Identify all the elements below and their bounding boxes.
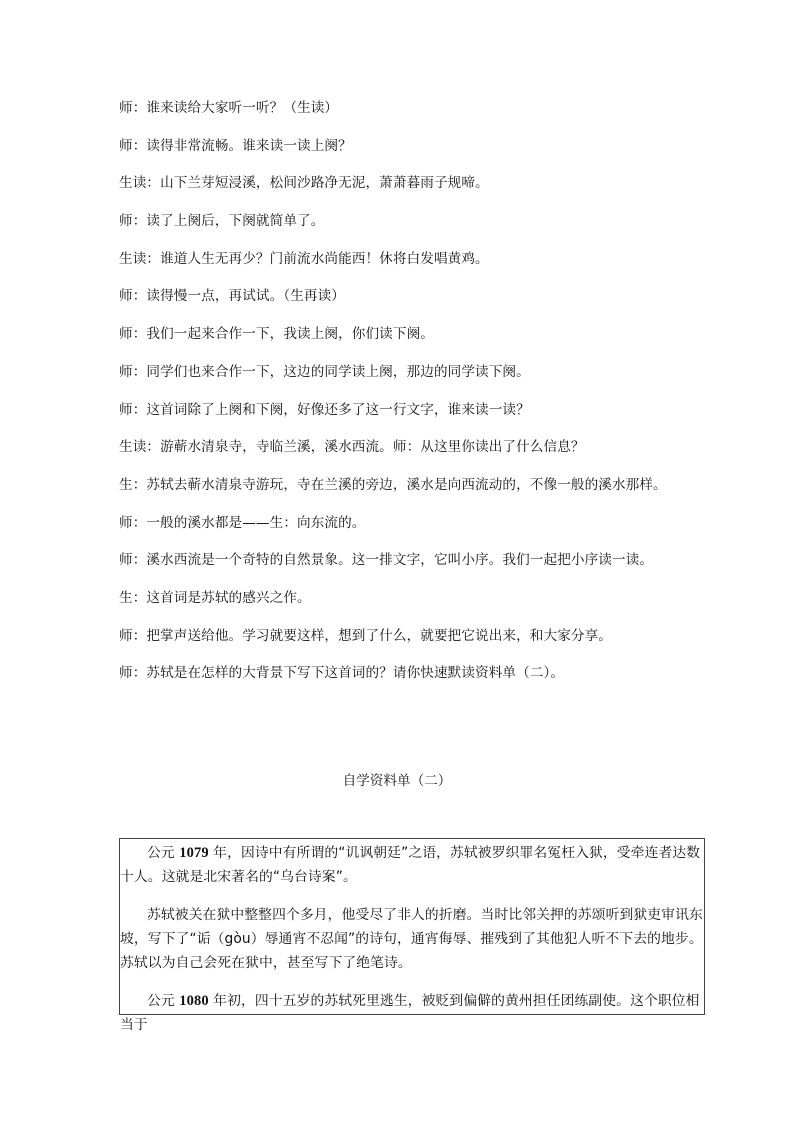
dialogue-line: 师：读了上阕后，下阕就简单了。 (119, 213, 325, 230)
material-paragraph-1 (120, 841, 706, 889)
dialogue-transcript (119, 98, 719, 701)
year-number: 1080 (179, 993, 209, 1009)
material-text: 年初，四十五岁的苏轼死里逃生，被贬到偏僻的黄州担任团练副使。这个职位相当于 (120, 993, 700, 1033)
dialogue-line: 师：溪水西流是一个奇特的自然景象。这一排文字，它叫小序。我们一起把小序读一读。 (119, 552, 654, 569)
material-text: 年，因诗中有所谓的“讥讽朝廷”之语，苏轼被罗织罪名冤枉入狱，受牵连者达数十人。这就是北宋著名的“乌台诗案”。 (120, 845, 701, 885)
dialogue-line: 师：读得慢一点，再试试。（生再读） (119, 288, 345, 305)
dialogue-line: 师：谁来读给大家听一听？（生读） (119, 100, 339, 116)
dialogue-line: 生读：山下兰芽短浸溪，松间沙路净无泥，萧萧暮雨子规啼。 (119, 175, 489, 192)
dialogue-line: 生读：谁道人生无再少？门前流水尚能西！休将白发唱黄鸡。 (119, 250, 489, 267)
dialogue-line: 师：读得非常流畅。谁来读一读上阕？ (119, 137, 352, 154)
dialogue-line: 生：苏轼去蕲水清泉寺游玩，寺在兰溪的旁边，溪水是向西流动的，不像一般的溪水那样。 (119, 476, 667, 493)
dialogue-line: 生读：游蕲水清泉寺，寺临兰溪，溪水西流。师：从这里你读出了什么信息？ (119, 439, 585, 456)
dialogue-line: 师：这首词除了上阕和下阕，好像还多了这一行文字，谁来读一读？ (119, 401, 530, 418)
dialogue-line: 师：我们一起来合作一下，我读上阕，你们读下阕。 (119, 326, 434, 343)
dialogue-line: 师：同学们也来合作一下，这边的同学读上阕，那边的同学读下阕。 (119, 363, 530, 380)
material-paragraph-3 (120, 989, 706, 1037)
material-box (119, 838, 705, 1033)
dialogue-line: 师：一般的溪水都是——生：向东流的。 (119, 514, 366, 531)
section-title: 自学资料单（二） (342, 773, 452, 789)
dialogue-line: 师：苏轼是在怎样的大背景下写下这首词的？请你快速默读资料单（二）。 (119, 665, 565, 682)
material-text: 公元 (147, 845, 180, 861)
dialogue-line: 生：这首词是苏轼的感兴之作。 (119, 589, 311, 606)
material-text: 公元 (147, 993, 180, 1009)
dialogue-line: 师：把掌声送给他。学习就要这样，想到了什么，就要把它说出来，和大家分享。 (119, 627, 612, 644)
year-number: 1079 (179, 845, 209, 861)
material-paragraph-2: 苏轼被关在狱中整整四个多月，他受尽了非人的折磨。当时比邻关押的苏颂听到狱吏审讯东坡，写下了“诟（gòu）辱通宵不忍闻”的诗句，通宵侮辱、摧残到了其他犯人听不下去的地步。苏轼以为自己会死在狱中，甚至写下了绝笔诗。 (120, 907, 703, 971)
